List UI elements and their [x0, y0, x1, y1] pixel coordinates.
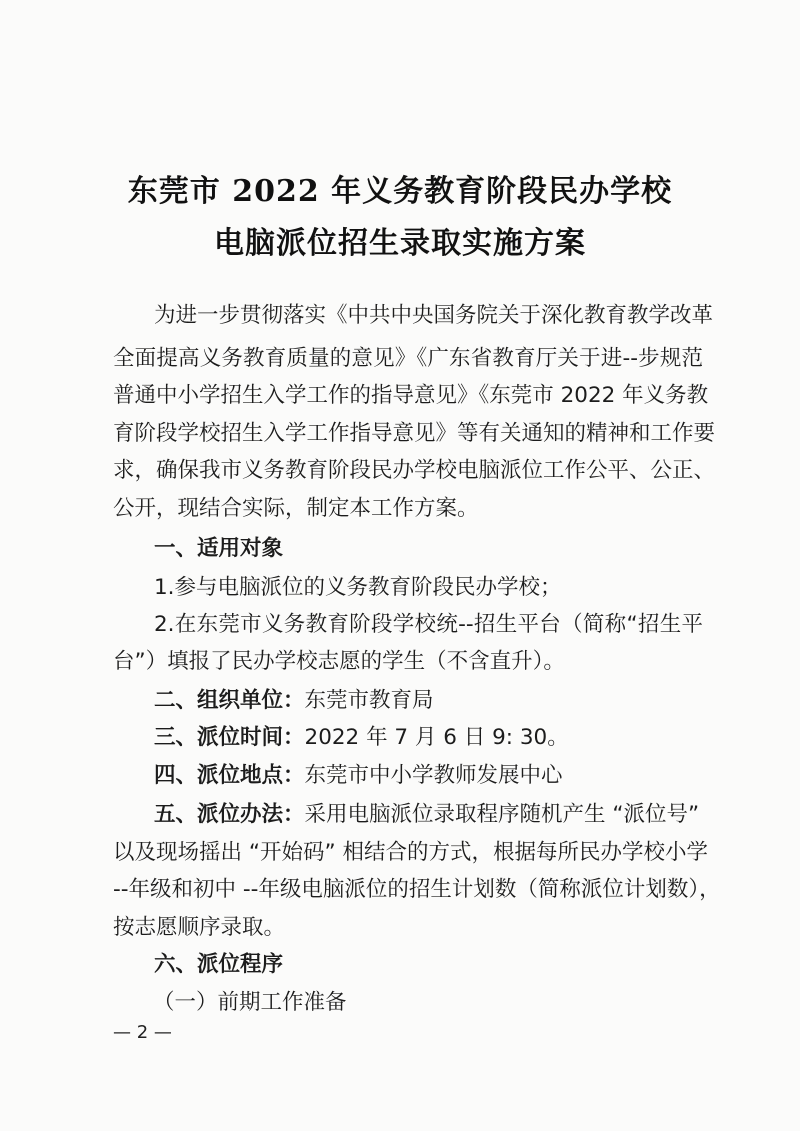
intro-line-6: 公开，现结合实际，制定本工作方案。 — [113, 496, 479, 521]
document-title-line-1: 东莞市 2022 年义务教育阶段民办学校 — [127, 174, 673, 209]
section-3 — [154, 720, 569, 751]
intro-line-3: 普通中小学招生入学工作的指导意见》《东莞市 2022 年义务教 — [113, 383, 709, 408]
section-4-label: 四、派位地点： — [154, 763, 305, 788]
section-1-item-2-line-1: 2.在东莞市义务教育阶段学校统--招生平台（简称“招生平 — [154, 612, 703, 637]
section-1-item-1: 1.参与电脑派位的义务教育阶段民办学校； — [154, 575, 562, 600]
section-2 — [154, 683, 434, 714]
section-2-value: 东莞市教育局 — [304, 688, 434, 713]
section-4 — [154, 758, 563, 789]
section-5-line-4: 按志愿顺序录取。 — [113, 915, 286, 940]
intro-line-5: 求，确保我市义务教育阶段民办学校电脑派位工作公平、公正、 — [113, 458, 716, 483]
document-title-line-2: 电脑派位招生录取实施方案 — [214, 226, 586, 261]
section-6-heading: 六、派位程序 — [154, 952, 284, 977]
section-1-heading: 一、适用对象 — [154, 536, 284, 561]
section-1-item-2-line-2: 台”）填报了民办学校志愿的学生（不含直升）。 — [113, 649, 565, 674]
section-5-line-2: 以及现场摇出 “开始码” 相结合的方式，根据每所民办学校小学 — [113, 840, 708, 865]
section-3-value: 2022 年 7 月 6 日 9: 30。 — [304, 725, 569, 750]
section-2-label: 二、组织单位： — [154, 688, 305, 713]
intro-line-4: 育阶段学校招生入学工作指导意见》等有关通知的精神和工作要 — [113, 421, 716, 446]
intro-line-1: 为进一步贯彻落实《中共中央国务院关于深化教育教学改革 — [154, 303, 714, 328]
section-5-first-text: 采用电脑派位录取程序随机产生 “派位号” — [304, 802, 700, 827]
section-5-line-1 — [154, 797, 703, 828]
section-4-value: 东莞市中小学教师发展中心 — [304, 763, 563, 788]
intro-line-2: 全面提高义务教育质量的意见》《广东省教育厅关于进--步规范 — [113, 346, 703, 371]
section-5-line-3: --年级和初中 --年级电脑派位的招生计划数（简称派位计划数）， — [113, 877, 721, 902]
section-6-subheading-1: （一）前期工作准备 — [153, 990, 347, 1015]
page-number: — 2 — — [113, 1022, 172, 1043]
section-3-label: 三、派位时间： — [154, 725, 305, 750]
document-body — [113, 0, 721, 1131]
section-5-label: 五、派位办法： — [154, 802, 305, 827]
